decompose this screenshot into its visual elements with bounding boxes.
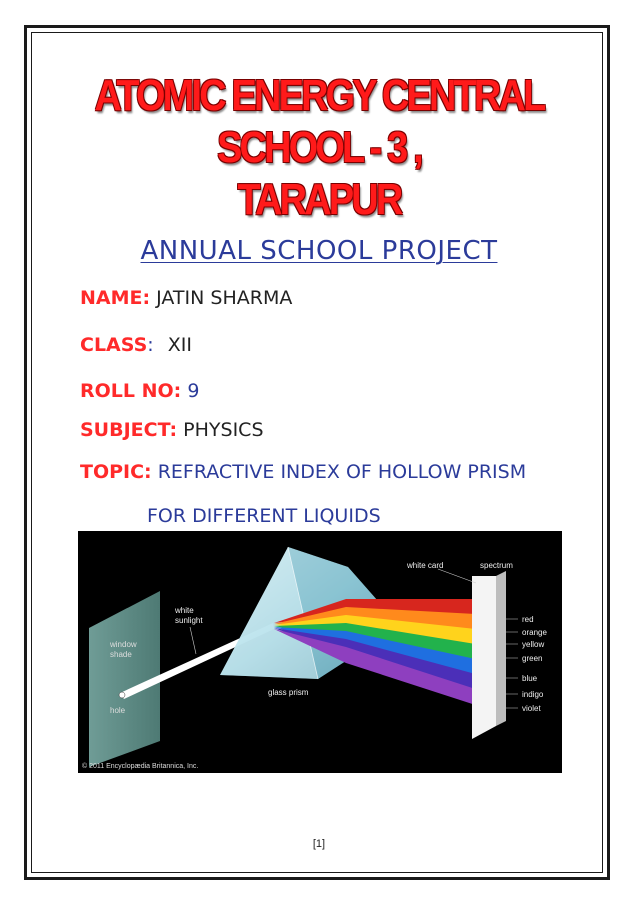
subject-field [80,419,264,441]
spectrum-label: spectrum [480,561,513,570]
name-value: JATIN SHARMA [156,287,293,309]
copyright-text: © 2011 Encyclopædia Britannica, Inc. [82,763,199,770]
white-card-label: white card [407,561,444,570]
topic-label: TOPIC: [80,461,152,483]
school-title [74,70,564,226]
color-label-red: red [522,615,534,624]
project-heading: ANNUAL SCHOOL PROJECT [140,236,498,266]
color-label-orange: orange [522,628,547,637]
school-title-line-1: ATOMIC ENERGY CENTRAL SCHOOL - 3 , [94,71,544,172]
hole-label: hole [110,706,126,715]
window-shade-label-1: window [110,640,137,649]
glass-prism-label: glass prism [268,688,309,697]
name-label: NAME: [80,287,151,309]
white-sunlight-label-2: sunlight [175,616,203,625]
color-label-blue: blue [522,674,538,683]
roll-value: 9 [187,380,200,402]
class-value: XII [167,334,192,356]
topic-value-line-2: FOR DIFFERENT LIQUIDS [147,505,381,527]
class-label: CLASS [80,334,148,356]
school-title-line-2: TARAPUR [237,175,401,224]
subject-label: SUBJECT: [80,419,178,441]
page-number: [1] [312,838,326,850]
color-label-yellow: yellow [522,640,545,649]
color-label-green: green [522,654,543,663]
name-field [80,287,292,309]
roll-label: ROLL NO: [80,380,182,402]
subject-value: PHYSICS [183,419,264,441]
topic-value-line-1: REFRACTIVE INDEX OF HOLLOW PRISM [157,461,527,483]
prism-diagram [78,531,562,773]
color-label-violet: violet [522,704,541,713]
class-colon: : [147,334,154,356]
class-field [80,334,192,356]
window-shade-label-2: shade [110,650,132,659]
white-card-edge [496,571,506,726]
white-card [472,576,496,739]
topic-continuation [147,505,381,527]
hole-point [119,692,125,698]
topic-field [80,461,526,483]
roll-field [80,380,199,402]
color-label-indigo: indigo [522,690,544,699]
white-sunlight-label-1: white [175,606,194,615]
